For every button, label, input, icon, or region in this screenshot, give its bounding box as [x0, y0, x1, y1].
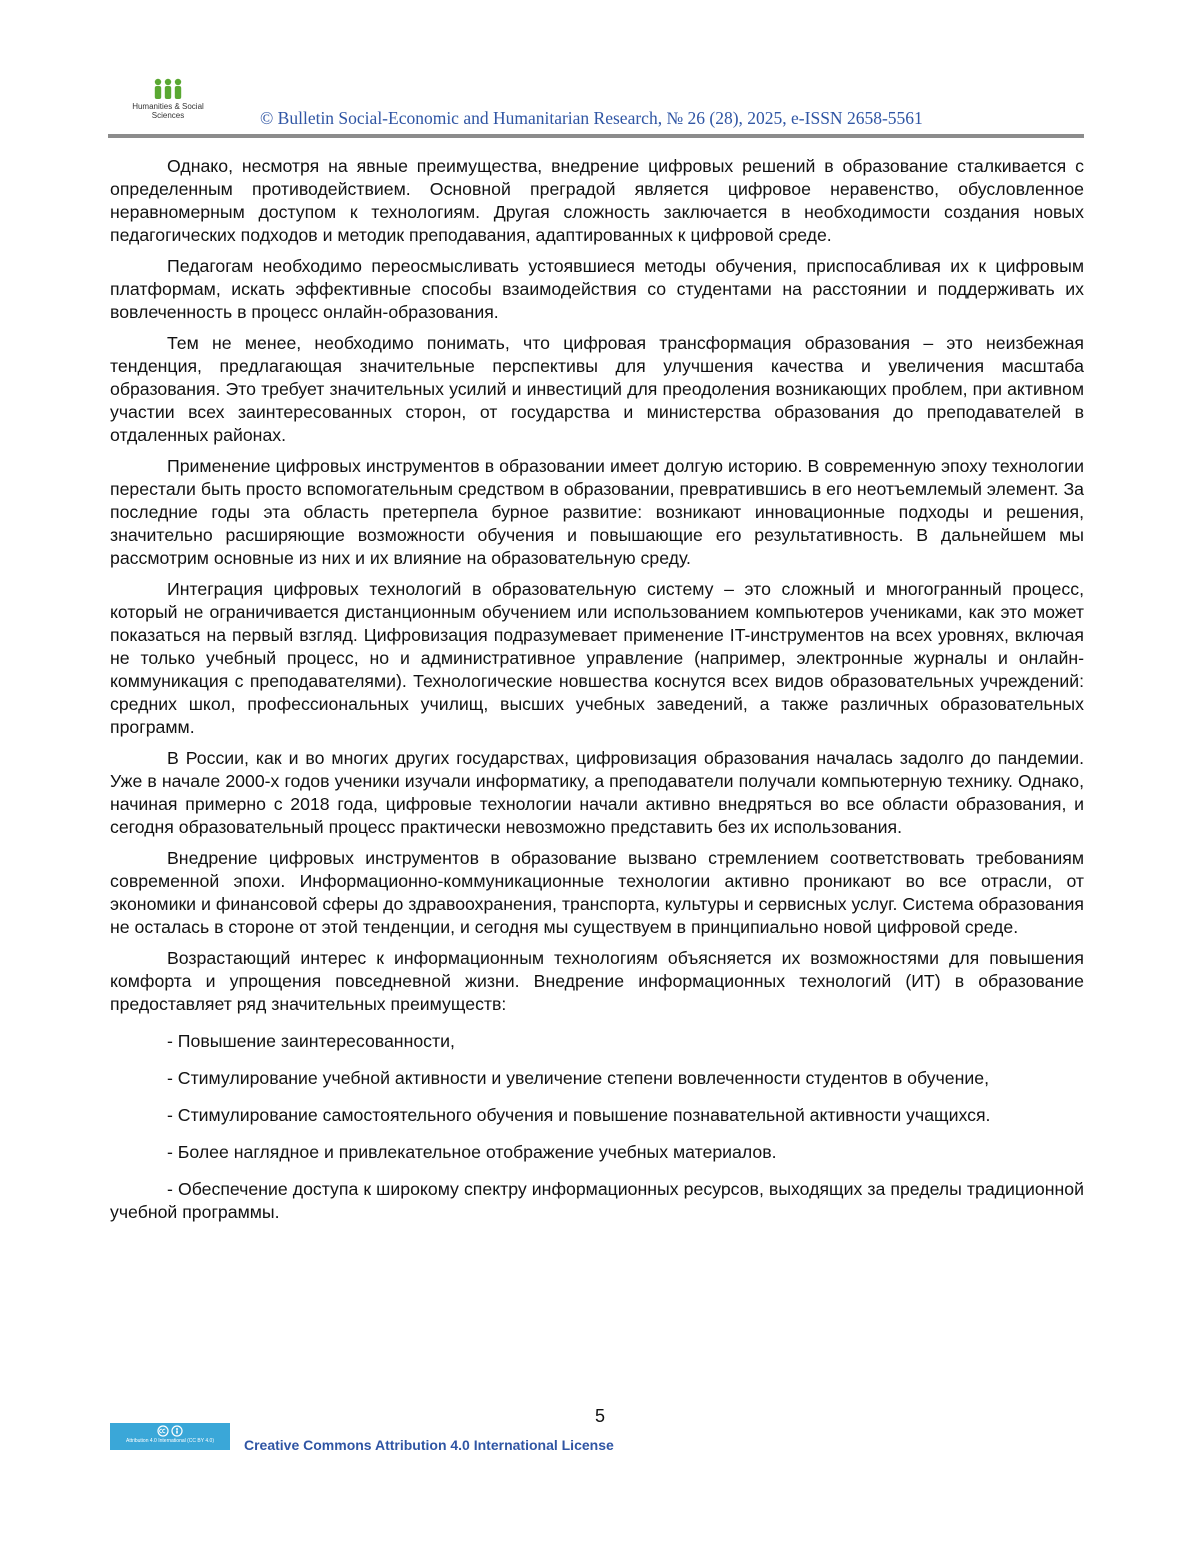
journal-logo — [108, 78, 228, 128]
list-item: - Повышение заинтересованности, — [167, 1031, 455, 1051]
list-item: - Более наглядное и привлекательное отображение учебных материалов. — [167, 1142, 777, 1162]
cc-license-badge[interactable] — [110, 1423, 230, 1450]
cc-by-icon — [156, 1425, 184, 1437]
logo-caption-line1: Humanities & Social — [132, 102, 204, 111]
paragraph: Возрастающий интерес к информационным технологиям объясняется их возможностями для повышения комфорта и упрощения повседневной жизни. Внедрение информационных технологий (ИТ) в образование предоставляет ряд значительных преимуществ: — [110, 948, 1084, 1014]
page-number: 5 — [594, 1406, 605, 1426]
paragraph: В России, как и во многих других государствах, цифровизация образования началась задолго до пандемии. Уже в начале 2000-х годов ученики изучали информатику, а преподаватели получали компьютерную технику. Однако, начиная примерно с 2018 года, цифровые технологии начали активно внедряться во все области образования, и сегодня образовательный процесс практически невозможно представить без их использования. — [110, 748, 1084, 837]
page-header — [108, 78, 1084, 140]
cc-badge-text: Attribution 4.0 International (CC BY 4.0) — [125, 1438, 214, 1444]
logo-caption-line2: Sciences — [151, 111, 185, 120]
list-item: - Обеспечение доступа к широкому спектру информационных ресурсов, выходящих за пределы традиционной учебной программы. — [110, 1179, 1084, 1222]
paragraph: Педагогам необходимо переосмысливать устоявшиеся методы обучения, приспосабливая их к цифровым платформам, искать эффективные способы взаимодействия со студентами на расстоянии и поддерживать их вовлеченность в процесс онлайн-образования. — [110, 256, 1084, 322]
article-body — [110, 155, 1084, 1238]
logo-caption — [108, 102, 228, 120]
header-divider — [108, 134, 1084, 138]
people-logo-icon — [150, 78, 186, 100]
paragraph: Внедрение цифровых инструментов в образование вызвано стремлением соответствовать требованиям современной эпохи. Информационно-коммуникационные технологии активно проникают во все отрасли, от экономики и финансовой сферы до здравоохранения, транспорта, культуры и сервисных услуг. Система образования не осталась в стороне от этой тенденции, и сегодня мы существуем в принципиально новой цифровой среде. — [110, 848, 1084, 937]
journal-citation: © Bulletin Social-Economic and Humanitarian Research, № 26 (28), 2025, e-ISSN 2658-5561 — [260, 108, 923, 128]
license-link[interactable]: Creative Commons Attribution 4.0 International License — [244, 1437, 614, 1453]
paragraph: Интеграция цифровых технологий в образовательную систему – это сложный и многогранный процесс, который не ограничивается дистанционным обучением или использованием компьютеров учениками, как это может показаться на первый взгляд. Цифровизация подразумевает применение IT-инструментов на всех уровнях, включая не только учебный процесс, но и административное управление (например, электронные журналы и онлайн-коммуникация с преподавателями). Технологические новшества коснутся всех видов образовательных учреждений: средних школ, профессиональных училищ, высших учебных заведений, а также различных образовательных программ. — [110, 579, 1084, 737]
paragraph: Применение цифровых инструментов в образовании имеет долгую историю. В современную эпоху технологии перестали быть просто вспомогательным средством в образовании, превратившись в его неотъемлемый элемент. За последние годы эта область претерпела бурное развитие: возникают инновационные подходы и решения, значительно расширяющие возможности обучения и повышающие его результативность. В дальнейшем мы рассмотрим основные из них и их влияние на образовательную среду. — [110, 456, 1084, 568]
list-item: - Стимулирование самостоятельного обучения и повышение познавательной активности учащихся. — [167, 1105, 991, 1125]
paragraph: Однако, несмотря на явные преимущества, внедрение цифровых решений в образование сталкивается с определенным противодействием. Основной преградой является цифровое неравенство, обусловленное неравномерным доступом к технологиям. Другая сложность заключается в необходимости создания новых педагогических подходов и методик преподавания, адаптированных к цифровой среде. — [110, 156, 1084, 245]
paragraph: Тем не менее, необходимо понимать, что цифровая трансформация образования – это неизбежная тенденция, предлагающая значительные перспективы для улучшения качества и увеличения масштаба образования. Это требует значительных усилий и инвестиций для преодоления возникающих проблем, при активном участии всех заинтересованных сторон, от государства и министерства образования до преподавателей в отдаленных районах. — [110, 333, 1084, 445]
list-item: - Стимулирование учебной активности и увеличение степени вовлеченности студентов в обучение, — [167, 1068, 990, 1088]
